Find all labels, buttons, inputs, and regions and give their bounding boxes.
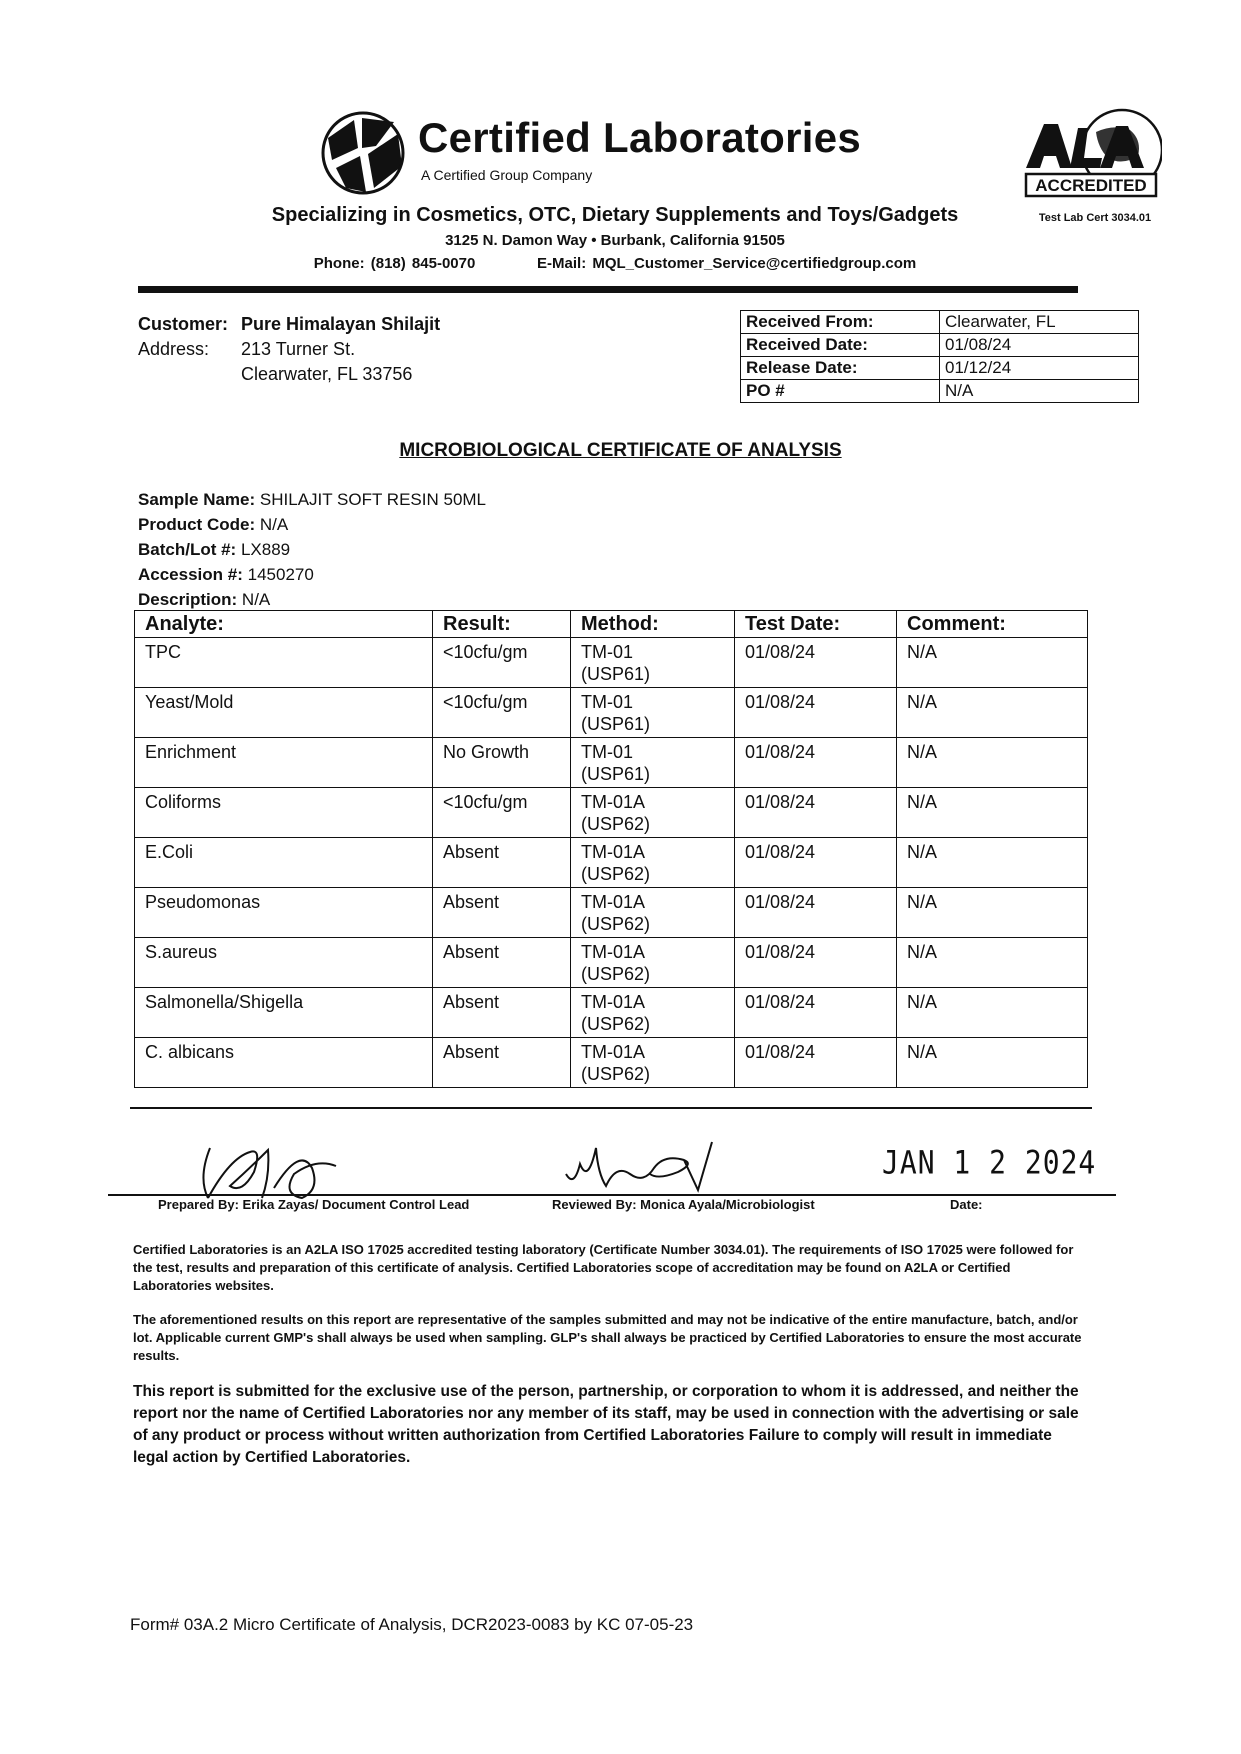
method-cell [571, 938, 735, 988]
description-line [138, 590, 270, 610]
column-header-analyte: Analyte: [135, 611, 433, 638]
accession-label: Accession #: [138, 565, 243, 584]
company-subtitle: A Certified Group Company [421, 167, 593, 183]
result-cell: Absent [433, 988, 571, 1038]
exclusive-use-paragraph: This report is submitted for the exclusive use of the person, partnership, or corporation to whom it is addressed, and neither the report nor the name of Certified Laboratories nor any member of its staff, may be used in connection with the advertising or sale of any product or process without written authorization from Certified Laboratories Failure to comply will result in immediate legal action by Certified Laboratories. [133, 1383, 1079, 1466]
comment-cell: N/A [897, 688, 1088, 738]
analyte-cell: Coliforms [135, 788, 433, 838]
method-cell [571, 788, 735, 838]
info-label: Release Date: [741, 357, 940, 380]
method-cell [571, 838, 735, 888]
info-value: 01/08/24 [940, 334, 1139, 357]
customer-address-line2: Clearwater, FL 33756 [241, 364, 413, 384]
method-code: TM-01A [581, 892, 646, 912]
info-row [741, 357, 1139, 380]
info-label: PO # [741, 380, 940, 403]
results-table [134, 610, 1088, 1088]
document-title: MICROBIOLOGICAL CERTIFICATE OF ANALYSIS [399, 440, 842, 461]
method-code: TM-01A [581, 792, 646, 812]
sample-name-line [138, 490, 486, 510]
representative-results-paragraph: The aforementioned results on this report are representative of the samples submitted and may not be indicative of the entire manufacture, batch, and/or lot. Applicable current GMP's shall always be used when sampling. GLP's shall always be practiced by Certified Laboratories to ensure the most accurate results. [133, 1312, 1082, 1363]
company-name: Certified Laboratories [418, 114, 862, 161]
batch-line [138, 540, 290, 560]
info-row [741, 334, 1139, 357]
analyte-cell: S.aureus [135, 938, 433, 988]
result-row [135, 888, 1088, 938]
method-cell [571, 738, 735, 788]
info-value: N/A [940, 380, 1139, 403]
signature-top-divider [130, 1107, 1092, 1109]
preparer-signature [190, 1128, 370, 1208]
method-code: TM-01 [581, 642, 634, 662]
result-cell: Absent [433, 1038, 571, 1088]
form-footer: Form# 03A.2 Micro Certificate of Analysis, DCR2023-0083 by KC 07-05-23 [130, 1615, 694, 1634]
method-cell [571, 988, 735, 1038]
info-value: Clearwater, FL [940, 311, 1139, 334]
column-header-comment: Comment: [897, 611, 1088, 638]
description-label: Description: [138, 590, 238, 609]
method-reference: (USP62) [581, 964, 651, 984]
comment-cell: N/A [897, 638, 1088, 688]
product-code-value: N/A [259, 515, 289, 534]
method-cell [571, 688, 735, 738]
comment-cell: N/A [897, 938, 1088, 988]
company-specialty: Specializing in Cosmetics, OTC, Dietary Supplements and Toys/Gadgets [271, 204, 959, 226]
result-row [135, 988, 1088, 1038]
method-reference: (USP61) [581, 764, 651, 784]
result-cell: Absent [433, 888, 571, 938]
method-code: TM-01 [581, 742, 634, 762]
sample-name-label: Sample Name: [138, 490, 256, 509]
date-label: Date: [950, 1197, 983, 1212]
info-row [741, 311, 1139, 334]
product-code-line [138, 515, 288, 535]
method-code: TM-01A [581, 942, 646, 962]
info-value: 01/12/24 [940, 357, 1139, 380]
address-label: Address: [138, 339, 210, 359]
analyte-cell: Enrichment [135, 738, 433, 788]
analyte-cell: Pseudomonas [135, 888, 433, 938]
info-label: Received Date: [741, 334, 940, 357]
comment-cell: N/A [897, 838, 1088, 888]
comment-cell: N/A [897, 1038, 1088, 1088]
method-code: TM-01 [581, 692, 634, 712]
method-reference: (USP62) [581, 1014, 651, 1034]
prepared-by-label: Prepared By: Erika Zayas/ Document Control Lead [158, 1197, 470, 1212]
accreditation-cert: Test Lab Cert 3034.01 [1038, 212, 1152, 224]
comment-cell: N/A [897, 888, 1088, 938]
company-contact [0, 255, 1230, 272]
receipt-info-table [740, 310, 1139, 403]
results-body [135, 638, 1088, 1088]
comment-cell: N/A [897, 988, 1088, 1038]
info-row [741, 380, 1139, 403]
analyte-cell: Yeast/Mold [135, 688, 433, 738]
test-date-cell: 01/08/24 [735, 838, 897, 888]
customer-address-line1: 213 Turner St. [241, 339, 356, 359]
result-cell: Absent [433, 938, 571, 988]
result-row [135, 788, 1088, 838]
customer-label: Customer: [138, 314, 229, 334]
result-row [135, 838, 1088, 888]
info-label: Received From: [741, 311, 940, 334]
method-cell [571, 1038, 735, 1088]
header-divider [138, 286, 1078, 293]
result-row [135, 638, 1088, 688]
result-cell: <10cfu/gm [433, 688, 571, 738]
accession-value: 1450270 [247, 565, 314, 584]
result-row [135, 738, 1088, 788]
method-cell [571, 638, 735, 688]
company-email: E-Mail: MQL_Customer_Service@certifiedgroup.com [537, 255, 917, 272]
column-header-test-date: Test Date: [735, 611, 897, 638]
method-reference: (USP62) [581, 914, 651, 934]
test-date-cell: 01/08/24 [735, 688, 897, 738]
certified-labs-logo-icon [318, 108, 408, 198]
result-cell: Absent [433, 838, 571, 888]
result-cell: No Growth [433, 738, 571, 788]
reviewer-signature [560, 1134, 720, 1198]
method-cell [571, 888, 735, 938]
batch-value: LX889 [240, 540, 291, 559]
date-stamp: JAN 1 2 2024 [882, 1143, 1097, 1182]
result-row [135, 1038, 1088, 1088]
method-reference: (USP61) [581, 714, 651, 734]
sample-name-value: SHILAJIT SOFT RESIN 50ML [259, 490, 487, 509]
reviewed-by-label: Reviewed By: Monica Ayala/Microbiologist [552, 1197, 815, 1212]
result-row [135, 938, 1088, 988]
method-code: TM-01A [581, 842, 646, 862]
test-date-cell: 01/08/24 [735, 988, 897, 1038]
accredited-badge-text: ACCREDITED [1035, 176, 1147, 195]
test-date-cell: 01/08/24 [735, 788, 897, 838]
test-date-cell: 01/08/24 [735, 938, 897, 988]
product-code-label: Product Code: [138, 515, 256, 534]
result-cell: <10cfu/gm [433, 638, 571, 688]
method-reference: (USP62) [581, 864, 651, 884]
customer-name: Pure Himalayan Shilajit [241, 314, 441, 334]
comment-cell: N/A [897, 788, 1088, 838]
test-date-cell: 01/08/24 [735, 1038, 897, 1088]
analyte-cell: C. albicans [135, 1038, 433, 1088]
test-date-cell: 01/08/24 [735, 638, 897, 688]
test-date-cell: 01/08/24 [735, 888, 897, 938]
method-reference: (USP62) [581, 1064, 651, 1084]
company-phone: Phone: (818) 845-0070 [313, 255, 476, 272]
method-code: TM-01A [581, 992, 646, 1012]
column-header-result: Result: [433, 611, 571, 638]
accreditation-paragraph: Certified Laboratories is an A2LA ISO 17025 accredited testing laboratory (Certificate Number 3034.01). The requirements of ISO 17025 were followed for the test, results and preparation of this certificate of analysis. Certified Laboratories scope of accreditation may be found on A2LA or Certified Laboratories websites. [133, 1242, 1074, 1293]
method-reference: (USP61) [581, 664, 651, 684]
method-reference: (USP62) [581, 814, 651, 834]
analyte-cell: Salmonella/Shigella [135, 988, 433, 1038]
a2la-accredited-logo-icon [1022, 106, 1162, 210]
batch-label: Batch/Lot #: [138, 540, 237, 559]
test-date-cell: 01/08/24 [735, 738, 897, 788]
method-code: TM-01A [581, 1042, 646, 1062]
results-header-row [135, 611, 1088, 638]
column-header-method: Method: [571, 611, 735, 638]
signature-line [108, 1194, 1116, 1196]
result-cell: <10cfu/gm [433, 788, 571, 838]
description-value: N/A [241, 590, 271, 609]
result-row [135, 688, 1088, 738]
company-address: 3125 N. Damon Way • Burbank, California 91505 [445, 232, 785, 249]
accession-line [138, 565, 314, 585]
analyte-cell: TPC [135, 638, 433, 688]
comment-cell: N/A [897, 738, 1088, 788]
analyte-cell: E.Coli [135, 838, 433, 888]
